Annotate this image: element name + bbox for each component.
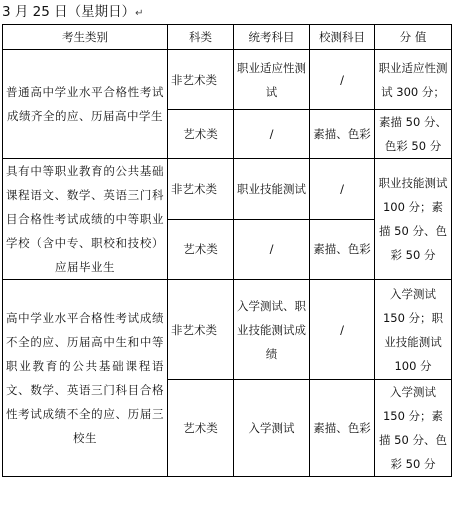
subject-type-cell: 艺术类 (168, 380, 234, 477)
header-row (3, 25, 452, 50)
unified-subject-cell: 职业适应性测试 (234, 50, 310, 110)
header-unified-subjects: 统考科目 (234, 25, 310, 50)
header-subject-type: 科类 (168, 25, 234, 50)
header-school-subjects: 校测科目 (310, 25, 375, 50)
score-cell: 入学测试 150 分；职业技能测试 100 分 (375, 280, 452, 380)
table-row (3, 280, 452, 380)
exam-schedule-table (2, 24, 452, 477)
school-subject-cell: 素描、色彩 (310, 380, 375, 477)
date-title: 3 月 25 日（星期日）↵ (2, 4, 144, 20)
table-row (3, 159, 452, 220)
unified-subject-cell: / (234, 219, 310, 280)
subject-type-cell: 非艺术类 (168, 280, 234, 380)
subject-type-cell: 非艺术类 (168, 50, 234, 110)
header-score: 分 值 (375, 25, 452, 50)
unified-subject-cell: 入学测试 (234, 380, 310, 477)
subject-type-cell: 非艺术类 (168, 159, 234, 220)
category-cell: 高中学业水平合格性考试成绩不全的应、历届高中生和中等职业教育的公共基础课程语文、数学、英语三门科目合格性考试成绩不全的应、历届三校生 (3, 280, 168, 477)
table-row (3, 50, 452, 110)
unified-subject-cell: 职业技能测试 (234, 159, 310, 220)
score-cell: 素描 50 分、色彩 50 分 (375, 110, 452, 159)
school-subject-cell: / (310, 159, 375, 220)
score-cell: 职业适应性测试 300 分； (375, 50, 452, 110)
school-subject-cell: 素描、色彩 (310, 219, 375, 280)
score-cell: 职业技能测试 100 分；素描 50 分、色彩 50 分 (375, 159, 452, 280)
category-cell: 具有中等职业教育的公共基础课程语文、数学、英语三门科目合格性考试成绩的中等职业学校（含中专、职校和技校）应届毕业生 (3, 159, 168, 280)
subject-type-cell: 艺术类 (168, 219, 234, 280)
header-category: 考生类别 (3, 25, 168, 50)
unified-subject-cell: / (234, 110, 310, 159)
school-subject-cell: 素描、色彩 (310, 110, 375, 159)
school-subject-cell: / (310, 50, 375, 110)
score-cell: 入学测试 150 分；素描 50 分、色彩 50 分 (375, 380, 452, 477)
subject-type-cell: 艺术类 (168, 110, 234, 159)
category-cell: 普通高中学业水平合格性考试成绩齐全的应、历届高中学生 (3, 50, 168, 159)
unified-subject-cell: 入学测试、职业技能测试成绩 (234, 280, 310, 380)
school-subject-cell: / (310, 280, 375, 380)
